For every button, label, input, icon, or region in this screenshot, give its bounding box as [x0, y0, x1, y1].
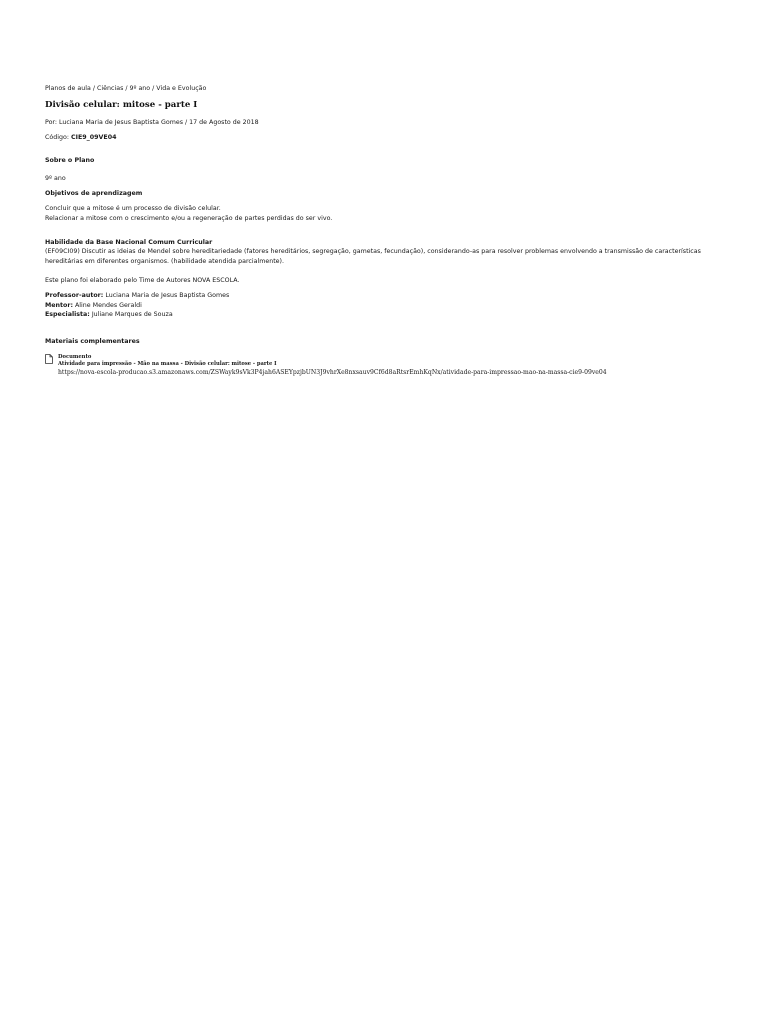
- materials-heading: Materiais complementares: [45, 337, 140, 345]
- material-url-link[interactable]: https://nova-escola-producao.s3.amazonaws.com/ZSWayk9sVk3P4jah6ASEYpzjbUN3J9vhrXe8nxsauv9Cf6d8aRtsrEmhKqNx/atividade-para-impressao-mao-na-massa-cie9-09ve04: [58, 368, 607, 376]
- credit-professor: [45, 291, 735, 300]
- objectives-heading: Objetivos de aprendizagem: [45, 190, 143, 198]
- plan-code-label: Código:: [45, 134, 69, 141]
- credit-label: Mentor:: [45, 301, 73, 309]
- credit-value: Luciana Maria de Jesus Baptista Gomes: [105, 292, 230, 300]
- credit-mentor: [45, 301, 735, 310]
- material-attachment[interactable]: [45, 354, 735, 377]
- credit-value: Aline Mendes Geraldi: [75, 301, 142, 309]
- credits: [45, 291, 735, 319]
- document-icon: [45, 354, 53, 364]
- objective-item: Relacionar a mitose com o crescimento e/ou a regeneração de partes perdidas do ser vivo.: [45, 214, 333, 222]
- credit-label: Professor-autor:: [45, 292, 104, 300]
- objectives-list: [45, 204, 735, 223]
- objective-item: Concluir que a mitose é um processo de divisão celular.: [45, 205, 221, 213]
- credit-label: Especialista:: [45, 311, 90, 319]
- byline: Por: Luciana Maria de Jesus Baptista Gomes / 17 de Agosto de 2018: [45, 119, 259, 126]
- breadcrumb[interactable]: Planos de aula / Ciências / 9º ano / Vida e Evolução: [45, 85, 207, 92]
- bncc-text: (EF09CI09) Discutir as ideias de Mendel sobre hereditariedade (fatores hereditários, segregação, gametas, fecundação), considerando-as para resolver problemas envolvendo a transmissão de características hereditárias em diferentes organismos. (habilidade atendida parcialmente).: [45, 248, 701, 265]
- grade-level: 9º ano: [45, 175, 66, 182]
- material-title[interactable]: Atividade para impressão - Mão na massa - Divisão celular: mitose - parte I: [58, 360, 277, 367]
- plan-code-value: CIE9_09VE04: [70, 134, 117, 141]
- plan-author-note: Este plano foi elaborado pelo Time de Autores NOVA ESCOLA.: [45, 277, 240, 285]
- bncc-heading: Habilidade da Base Nacional Comum Curricular: [45, 239, 213, 247]
- material-type: Documento: [58, 353, 92, 360]
- page-title: Divisão celular: mitose - parte I: [45, 100, 198, 110]
- credit-specialist: [45, 310, 735, 319]
- lesson-plan-page: [45, 84, 735, 377]
- about-heading: Sobre o Plano: [45, 157, 95, 164]
- credit-value: Juliane Marques de Souza: [91, 311, 173, 319]
- plan-code: [45, 133, 735, 142]
